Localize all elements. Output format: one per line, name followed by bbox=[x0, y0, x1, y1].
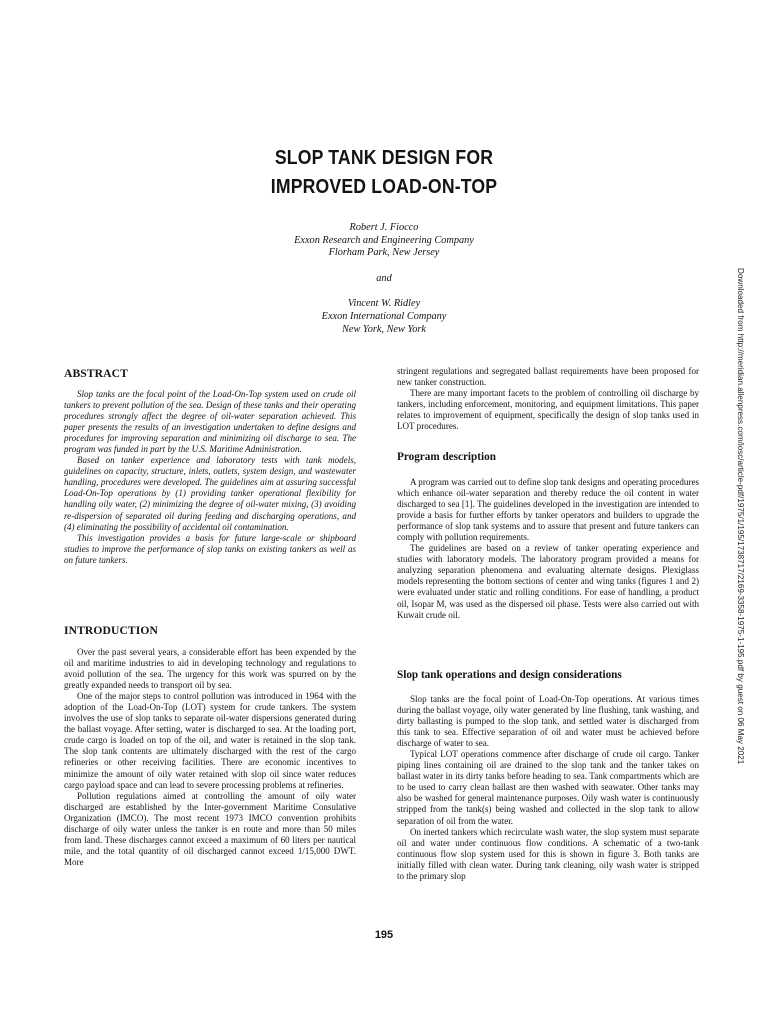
author-location: Florham Park, New Jersey bbox=[328, 247, 440, 259]
introduction-body bbox=[64, 647, 356, 868]
author-location: New York, New York bbox=[342, 323, 426, 335]
abstract-body bbox=[64, 389, 356, 566]
download-note: Downloaded from http://meridian.allenpress.com/iosc/article-pdf/1975/1/195/1738717/2169-3358-1975-1-195.pdf by guest on 06 May 2021 bbox=[736, 268, 745, 765]
abstract-paragraph: This investigation provides a basis for future large-scale or shipboard studies to improve the performance of slop tanks on existing tankers as well as on future tankers. bbox=[64, 532, 356, 565]
body-paragraph: A program was carried out to define slop tank designs and operating procedures which enhance oil-water separation and thereby reduce the oil content in water discharged to sea [1]. The guidelines developed in the investigation are intended to provide a basis for further efforts by tanker operators and builders to upgrade the performance of slop tank systems and to assure that present and future tankers can comply with pollution requirements. bbox=[397, 477, 699, 543]
program-description-heading: Program description bbox=[397, 451, 496, 463]
body-paragraph: On inerted tankers which recirculate wash water, the slop system must separate oil and water under continuous flow conditions. A schematic of a two-tank continuous flow slop system used for this is shown in figure 3. Both tanks are initially filled with clean water. During tank cleaning, oily wash water is stripped to the primary slop bbox=[397, 826, 699, 881]
intro-continuation bbox=[397, 366, 699, 432]
program-description-body bbox=[397, 477, 699, 621]
paper-title bbox=[54, 143, 714, 201]
body-paragraph: The guidelines are based on a review of tanker operating experience and studies with laboratory models. The laboratory program provided a means for analyzing separation phenomena and evaluating alternate designs. Plexiglass models representing the bottom sections of center and wing tanks (figures 1 and 2) were evaluated under static and rolling conditions. For ease of handling, a product oil, Isopar M, was used as the dispersed oil phase. Tests were also carried out with Kuwait crude oil. bbox=[397, 543, 699, 620]
body-paragraph: Pollution regulations aimed at controlling the amount of oily water discharged are established by the Inter-government Maritime Consulative Organization (IMCO). The most recent 1973 IMCO convention prohibits discharge of oily water unless the tanker is en route and more than 50 miles from land. These discharges cannot exceed a maximum of 60 liters per nautical mile, and the total quantity of oil discharged cannot exceed 1/15,000 DWT. More bbox=[64, 790, 356, 867]
page-number: 195 bbox=[374, 929, 394, 941]
slop-tank-operations-body bbox=[397, 694, 699, 882]
author-conjunction: and bbox=[376, 272, 392, 284]
abstract-paragraph: Based on tanker experience and laboratory tests with tank models, guidelines on capacity, structure, inlets, outlets, system design, and wastewater handling, procedures were developed. The guidelines aim at assuring successful Load-On-Top operations by (1) providing tanker operational flexibility for handling oily water, (2) minimizing the degree of oil-water mixing, (3) avoiding re-dispersion of separated oil during feeding and discharging operations, and (4) eliminating the possibility of accidental oil contamination. bbox=[64, 455, 356, 532]
body-paragraph: Over the past several years, a considerable effort has been expended by the oil and maritime industries to aid in developing technology and regulations to avoid pollution of the sea. The urgency for this work was spurred on by the greatly expanded needs to transport oil by sea. bbox=[64, 647, 356, 691]
body-paragraph: Typical LOT operations commence after discharge of crude oil cargo. Tanker piping lines containing oil are drained to the slop tank and the tanker takes on ballast water in its dirty tanks before heading to sea. Tank compartments which are to be used to carry clean ballast are then washed with seawater. Other tanks may also be washed for general maintenance purposes. Oily wash water is continuously stripped from the tank(s) being washed and collected in the slop tank to allow separation of oil from the water. bbox=[397, 749, 699, 826]
body-paragraph: One of the major steps to control pollution was introduced in 1964 with the adoption of the Load-On-Top (LOT) system for crude tankers. The system involves the use of slop tanks to separate oil-water dispersions generated during the ballast voyage. After setting, water is discharged to sea. At the loading port, crude cargo is loaded on top of the oil, and water is retained in the slop tank. The slop tank contents are ultimately discharged with the rest of the cargo refineries or other receiving facilities. There are economic incentives to minimize the amount of oily water retained with slop oil since water reduces cargo payload space and can lead to severe processing problems at refineries. bbox=[64, 691, 356, 790]
abstract-paragraph: Slop tanks are the focal point of the Load-On-Top system used on crude oil tankers to prevent pollution of the sea. Design of these tanks and their operating procedures strongly affect the degree of oil-water separation achieved. This paper presents the results of an investigation undertaken to define designs and procedures for improving separation and minimizing oil discharge to sea. The program was funded in part by the U.S. Maritime Administration. bbox=[64, 389, 356, 455]
author-name: Vincent W. Ridley bbox=[347, 298, 421, 310]
author-block bbox=[0, 222, 768, 336]
body-paragraph: There are many important facets to the problem of controlling oil discharge by tankers, including enforcement, monitoring, and equipment limitations. This paper relates to improvement of equipment, specifically the design of slop tanks used in LOT procedures. bbox=[397, 388, 699, 432]
title-line-2: IMPROVED LOAD-ON-TOP bbox=[270, 175, 498, 198]
author-affiliation: Exxon International Company bbox=[321, 310, 447, 322]
body-paragraph: Slop tanks are the focal point of Load-On-Top operations. At various times during the ballast voyage, oily water generated by line flushing, tank washing, and dirty ballasting is pumped to the slop tank, and settled water is discharged from this tank to sea. Effective separation of oil and water must be achieved before discharge of water to sea. bbox=[397, 694, 699, 749]
body-paragraph: stringent regulations and segregated ballast requirements have been proposed for new tanker construction. bbox=[397, 366, 699, 388]
slop-tank-operations-heading: Slop tank operations and design considerations bbox=[397, 669, 622, 681]
author-affiliation: Exxon Research and Engineering Company bbox=[294, 234, 474, 246]
abstract-heading: ABSTRACT bbox=[64, 367, 128, 380]
title-line-1: SLOP TANK DESIGN FOR bbox=[274, 146, 494, 169]
author-name: Robert J. Fiocco bbox=[349, 222, 419, 233]
introduction-heading: INTRODUCTION bbox=[64, 624, 158, 637]
